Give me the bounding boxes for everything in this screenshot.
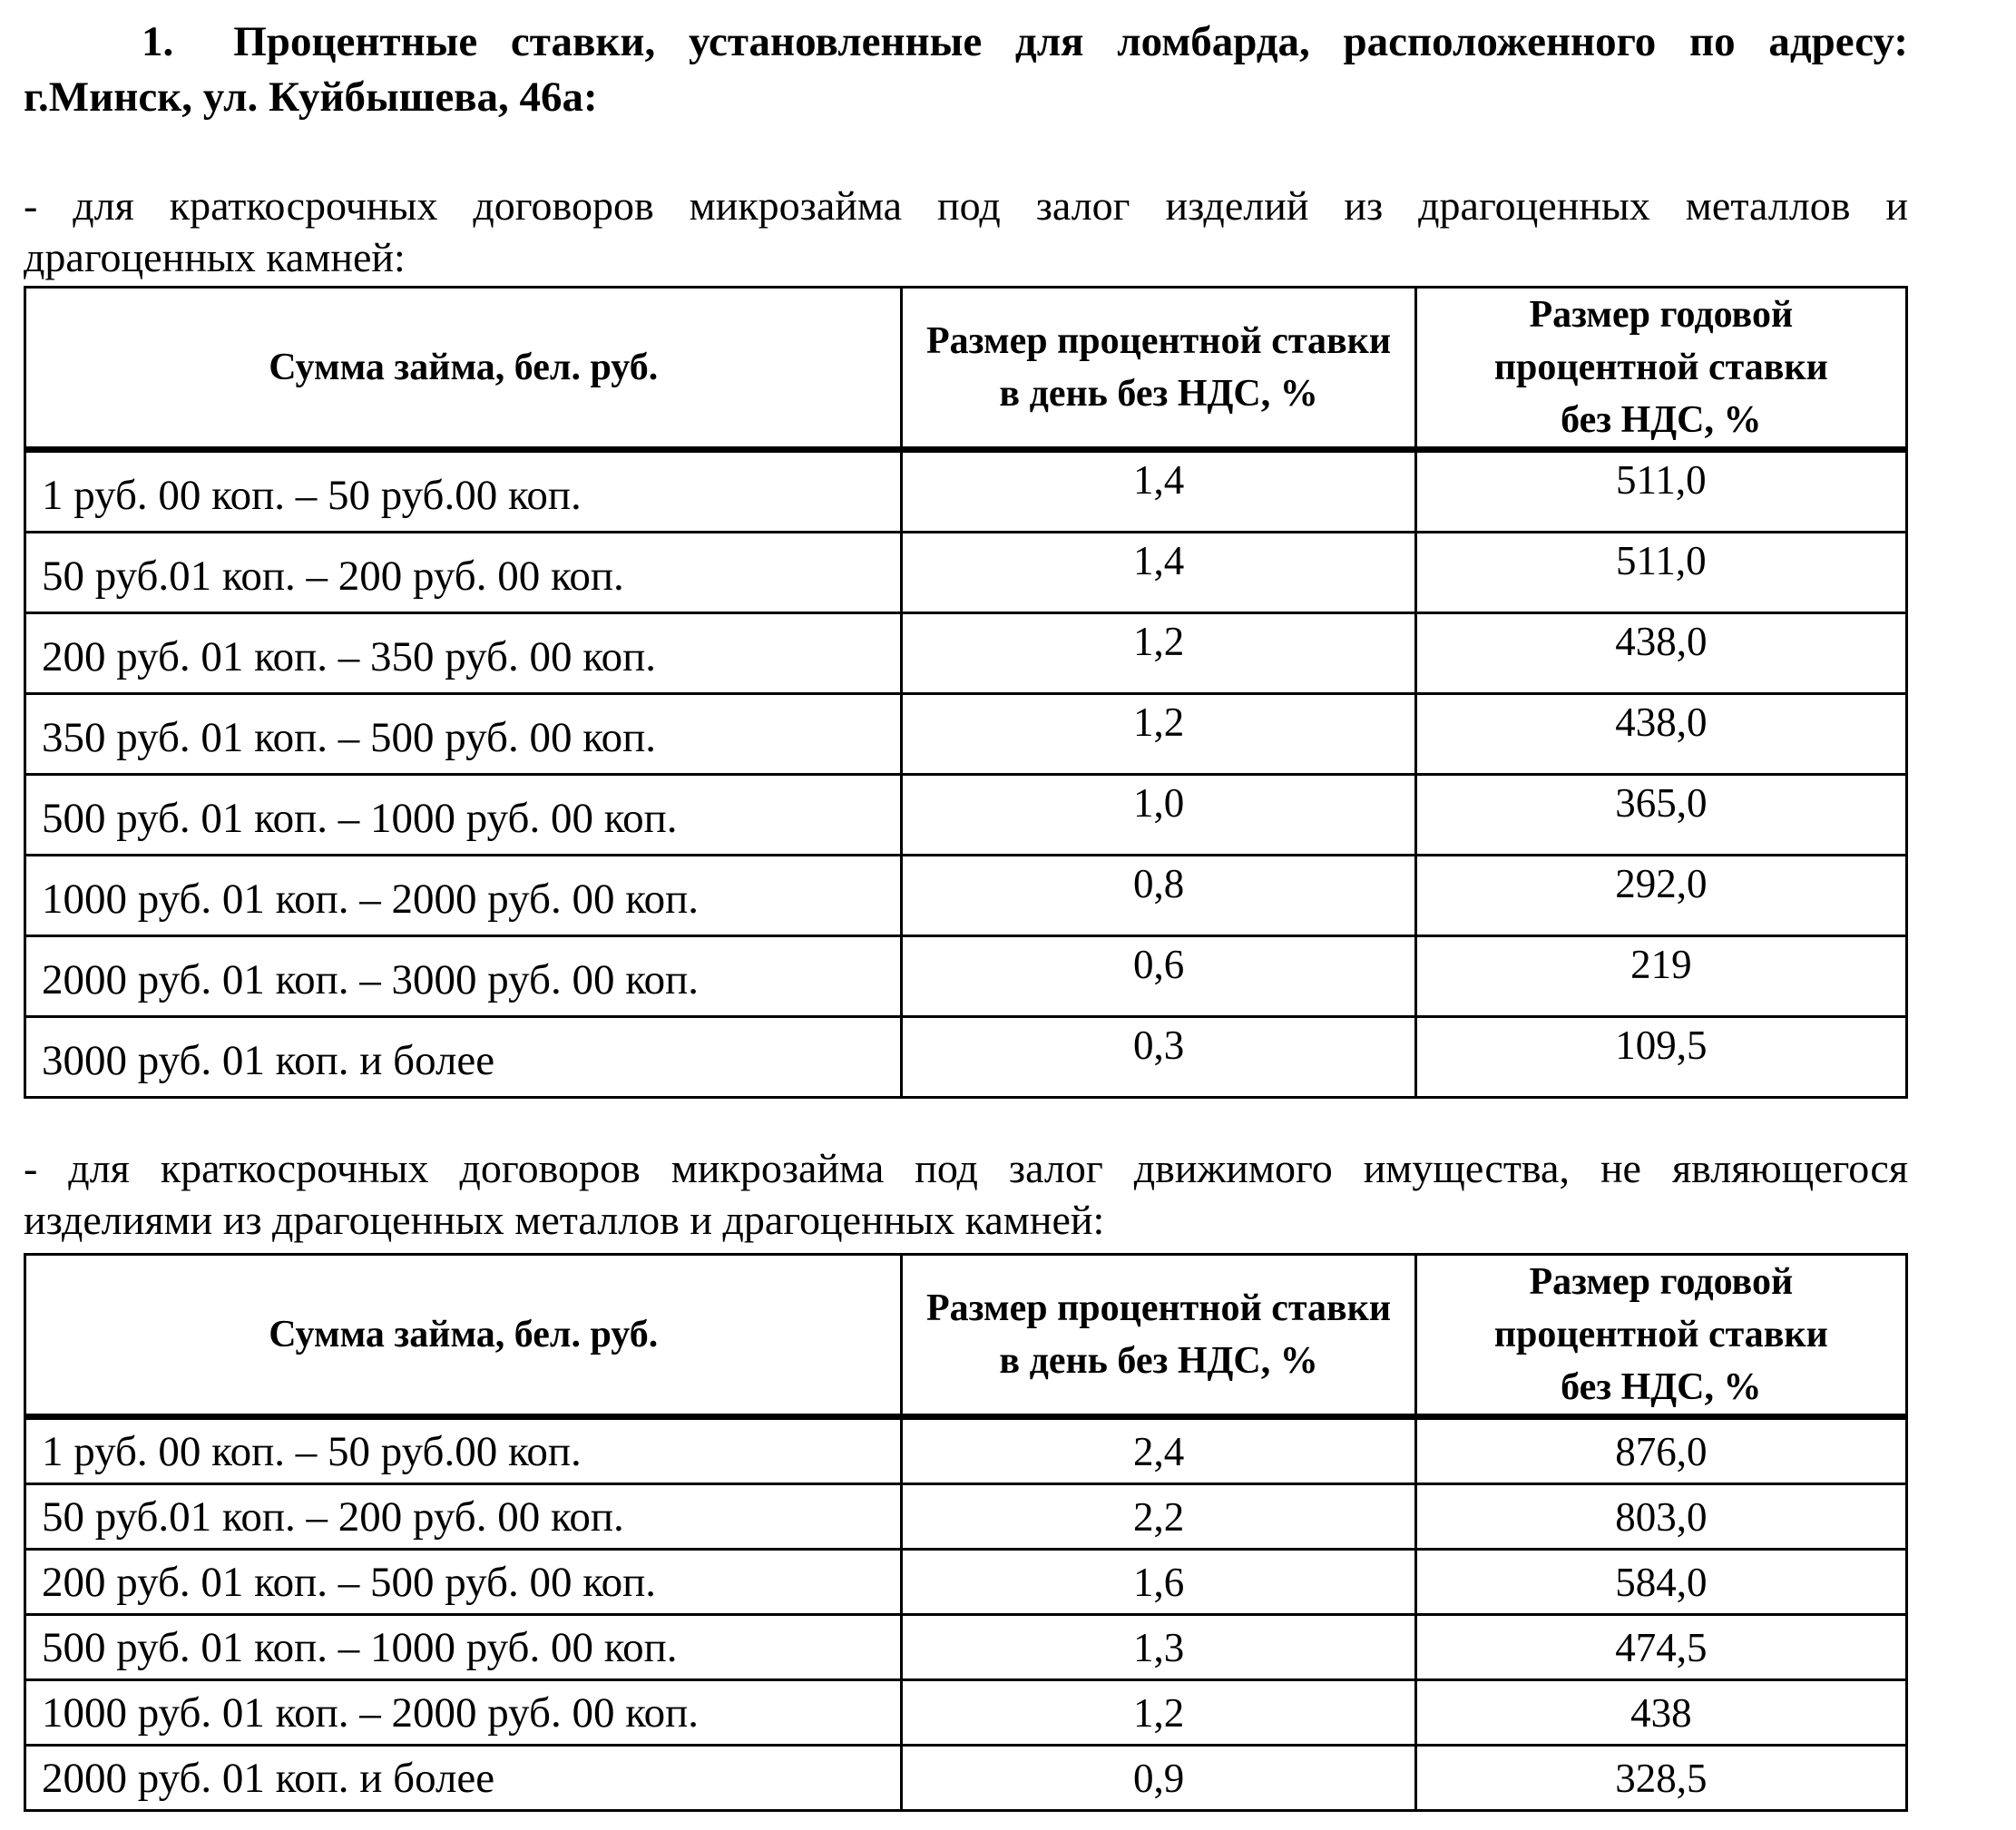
rates-table-metals (24, 286, 1908, 1099)
daily-rate-cell: 1,4 (902, 450, 1415, 533)
loan-range-cell: 50 руб.01 коп. – 200 руб. 00 коп. (25, 533, 902, 613)
annual-rate-cell: 328,5 (1415, 1746, 1906, 1811)
column-header-daily-rate (902, 1255, 1415, 1417)
daily-rate-cell: 1,4 (902, 533, 1415, 613)
annual-rate-header-line2: процентной ставки (1493, 347, 1828, 388)
loan-range-cell: 3000 руб. 01 коп. и более (25, 1017, 902, 1098)
section-number: 1. (142, 18, 174, 65)
section-heading (24, 15, 1908, 125)
table-row (25, 1417, 1907, 1484)
daily-rate-cell: 1,3 (902, 1615, 1415, 1680)
loan-range-cell: 350 руб. 01 коп. – 500 руб. 00 коп. (25, 694, 902, 775)
daily-rate-cell: 1,2 (902, 1680, 1415, 1746)
daily-rate-cell: 2,4 (902, 1417, 1415, 1484)
daily-rate-cell: 0,9 (902, 1746, 1415, 1811)
intro-movable-line1: - для краткосрочных договоров микрозайма под залог движимого имущества, не являющегося (24, 1145, 1908, 1191)
daily-rate-header-line1: Размер процентной ставки (926, 320, 1392, 362)
daily-rate-header-line2: в день без НДС, % (999, 373, 1318, 415)
table-row (25, 450, 1907, 533)
column-header-daily-rate (902, 288, 1415, 450)
annual-rate-cell: 474,5 (1415, 1615, 1906, 1680)
loan-range-cell: 200 руб. 01 коп. – 350 руб. 00 коп. (25, 613, 902, 694)
loan-range-cell: 2000 руб. 01 коп. – 3000 руб. 00 коп. (25, 936, 902, 1017)
loan-range-cell: 1000 руб. 01 коп. – 2000 руб. 00 коп. (25, 1680, 902, 1746)
column-header-annual-rate (1415, 288, 1906, 450)
daily-rate-cell: 1,6 (902, 1550, 1415, 1615)
annual-rate-cell: 876,0 (1415, 1417, 1906, 1484)
table-row (25, 1550, 1907, 1615)
table-row (25, 1017, 1907, 1098)
annual-rate-cell: 511,0 (1415, 533, 1906, 613)
intro-metals-line2: драгоценных камней: (24, 234, 406, 280)
annual-rate-header-line1: Размер годовой (1529, 294, 1794, 336)
daily-rate-cell: 1,0 (902, 775, 1415, 856)
table-row (25, 856, 1907, 936)
annual-rate-cell: 803,0 (1415, 1484, 1906, 1550)
daily-rate-header-line1: Размер процентной ставки (926, 1287, 1392, 1329)
annual-rate-cell: 438,0 (1415, 613, 1906, 694)
column-header-loan-sum (25, 288, 902, 450)
section-heading-line1 (24, 15, 1908, 70)
intro-paragraph-movable (24, 1142, 1908, 1246)
daily-rate-cell: 0,8 (902, 856, 1415, 936)
loan-range-cell: 200 руб. 01 коп. – 500 руб. 00 коп. (25, 1550, 902, 1615)
table-row (25, 1615, 1907, 1680)
header-row (25, 1255, 1907, 1417)
section-heading-text: Процентные ставки, установленные для ломбарда, расположенного по адресу: (233, 18, 1908, 65)
daily-rate-header-line2: в день без НДС, % (999, 1340, 1318, 1382)
loan-range-cell: 2000 руб. 01 коп. и более (25, 1746, 902, 1811)
table-row (25, 613, 1907, 694)
annual-rate-cell: 438,0 (1415, 694, 1906, 775)
table-row (25, 1484, 1907, 1550)
section-heading-line2: г.Минск, ул. Куйбышева, 46а: (24, 73, 598, 121)
loan-range-cell: 1000 руб. 01 коп. – 2000 руб. 00 коп. (25, 856, 902, 936)
loan-range-cell: 50 руб.01 коп. – 200 руб. 00 коп. (25, 1484, 902, 1550)
header-row (25, 288, 1907, 450)
intro-metals-line1: - для краткосрочных договоров микрозайма под залог изделий из драгоценных металлов и (24, 182, 1908, 229)
table-row (25, 936, 1907, 1017)
annual-rate-header-line2: процентной ставки (1493, 1314, 1828, 1355)
daily-rate-cell: 0,6 (902, 936, 1415, 1017)
daily-rate-cell: 0,3 (902, 1017, 1415, 1098)
column-header-loan-sum-text: Сумма займа, бел. руб. (269, 1314, 659, 1355)
annual-rate-cell: 365,0 (1415, 775, 1906, 856)
loan-range-cell: 500 руб. 01 коп. – 1000 руб. 00 коп. (25, 1615, 902, 1680)
table-row (25, 533, 1907, 613)
annual-rate-header-line1: Размер годовой (1529, 1261, 1794, 1303)
column-header-loan-sum (25, 1255, 902, 1417)
table-row (25, 1746, 1907, 1811)
annual-rate-cell: 219 (1415, 936, 1906, 1017)
annual-rate-header-line3: без НДС, % (1561, 399, 1762, 441)
daily-rate-cell: 1,2 (902, 613, 1415, 694)
loan-range-cell: 1 руб. 00 коп. – 50 руб.00 коп. (25, 450, 902, 533)
annual-rate-header-line3: без НДС, % (1561, 1366, 1762, 1408)
column-header-annual-rate (1415, 1255, 1906, 1417)
intro-paragraph-metals (24, 180, 1908, 283)
annual-rate-cell: 584,0 (1415, 1550, 1906, 1615)
table-row (25, 775, 1907, 856)
intro-movable-line2: изделиями из драгоценных металлов и драгоценных камней: (24, 1197, 1105, 1243)
annual-rate-cell: 292,0 (1415, 856, 1906, 936)
annual-rate-cell: 438 (1415, 1680, 1906, 1746)
annual-rate-cell: 109,5 (1415, 1017, 1906, 1098)
annual-rate-cell: 511,0 (1415, 450, 1906, 533)
rates-table-movable (24, 1253, 1908, 1812)
table-row (25, 694, 1907, 775)
column-header-loan-sum-text: Сумма займа, бел. руб. (269, 347, 659, 388)
loan-range-cell: 1 руб. 00 коп. – 50 руб.00 коп. (25, 1417, 902, 1484)
daily-rate-cell: 1,2 (902, 694, 1415, 775)
daily-rate-cell: 2,2 (902, 1484, 1415, 1550)
loan-range-cell: 500 руб. 01 коп. – 1000 руб. 00 коп. (25, 775, 902, 856)
